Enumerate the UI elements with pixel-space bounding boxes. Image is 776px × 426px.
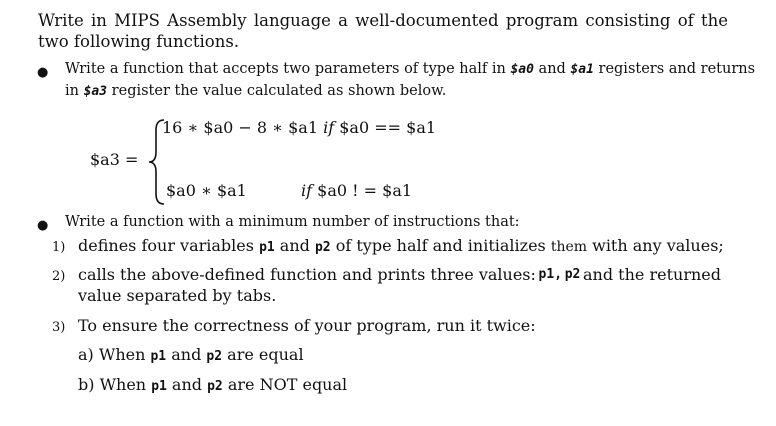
p1-code: p1: [151, 379, 167, 394]
p2-code: p2: [206, 349, 223, 364]
bullet-1-text-b: registers and returns: [593, 61, 756, 77]
case-1-condition: $a0 == $a1: [339, 118, 437, 137]
sub-item-a-text-a: When: [98, 345, 151, 364]
item-1-them: them: [550, 239, 588, 255]
p2-code: p2: [207, 379, 223, 394]
sub-item-label: b): [78, 375, 95, 394]
p2-code: p2: [314, 240, 331, 255]
sub-item-b-text-a: When: [99, 375, 152, 394]
bullet-1-line-1: [65, 59, 755, 80]
bullet-1-line2-b: register the value calculated as shown below.: [107, 83, 447, 99]
list-item-2-line-2: value separated by tabs.: [78, 286, 277, 305]
sub-item-a-text-b: are equal: [222, 345, 304, 364]
bullet-1-line2-a: in: [65, 83, 84, 99]
sub-item-b-text-b: are NOT equal: [222, 375, 348, 394]
case-2-if: if: [301, 181, 313, 200]
item-1-text-c: with any values;: [587, 236, 724, 255]
sub-item-a: [78, 344, 304, 367]
list-item-3-text: To ensure the correctness of your program, run it twice:: [78, 316, 536, 335]
reg-a3-code: $a3: [83, 84, 108, 99]
formula-case-2-cond: [301, 181, 412, 200]
sub-item-b: [78, 374, 347, 397]
bullet-marker: ●: [37, 65, 49, 80]
case-2-condition: $a0 ! = $a1: [317, 181, 413, 200]
bullet-1-line-2: [65, 81, 446, 102]
item-number: 3): [52, 320, 66, 335]
p2-code: p2: [564, 267, 581, 282]
list-item-2: [52, 264, 65, 287]
p1-code: p1,: [538, 267, 563, 282]
item-2-text-a: calls the above-defined function and prints three values:: [78, 265, 536, 284]
reg-a1-code: $a1: [570, 62, 594, 77]
item-number: 2): [52, 269, 66, 284]
list-item-3: [52, 315, 65, 338]
list-item-1: [52, 235, 65, 258]
bullet-2-text: Write a function with a minimum number of instructions that:: [65, 214, 520, 230]
p1-code: p1: [150, 349, 167, 364]
item-2-text-b: and the returned: [583, 265, 721, 284]
formula-case-1: [162, 118, 436, 137]
item-1-and: and: [274, 236, 315, 255]
case-1-expression: 16 ∗ $a0 − 8 ∗ $a1: [162, 118, 319, 137]
bullet-marker: ●: [37, 218, 49, 233]
item-number: 1): [52, 240, 66, 255]
list-item-2-line-1: [78, 264, 721, 285]
intro-paragraph: Write in MIPS Assembly language a well-documented program consisting of the two following functions.: [38, 11, 728, 51]
item-1-text-a: defines four variables: [78, 236, 260, 255]
bullet-1-and: and: [533, 61, 571, 77]
case-1-if: if: [323, 118, 335, 137]
formula-lhs: $a3 =: [90, 150, 139, 169]
bullet-1-text-a: Write a function that accepts two parameters of type half in: [65, 61, 511, 77]
item-1-text-b: of type half and initializes: [330, 236, 551, 255]
formula-case-2-expr: $a0 ∗ $a1: [166, 181, 247, 200]
sub-item-a-and: and: [166, 345, 207, 364]
list-item-1-text: [78, 235, 724, 258]
sub-item-label: a): [78, 345, 94, 364]
reg-a0-code: $a0: [510, 62, 534, 77]
p1-code: p1: [259, 240, 275, 255]
sub-item-b-and: and: [166, 375, 208, 394]
